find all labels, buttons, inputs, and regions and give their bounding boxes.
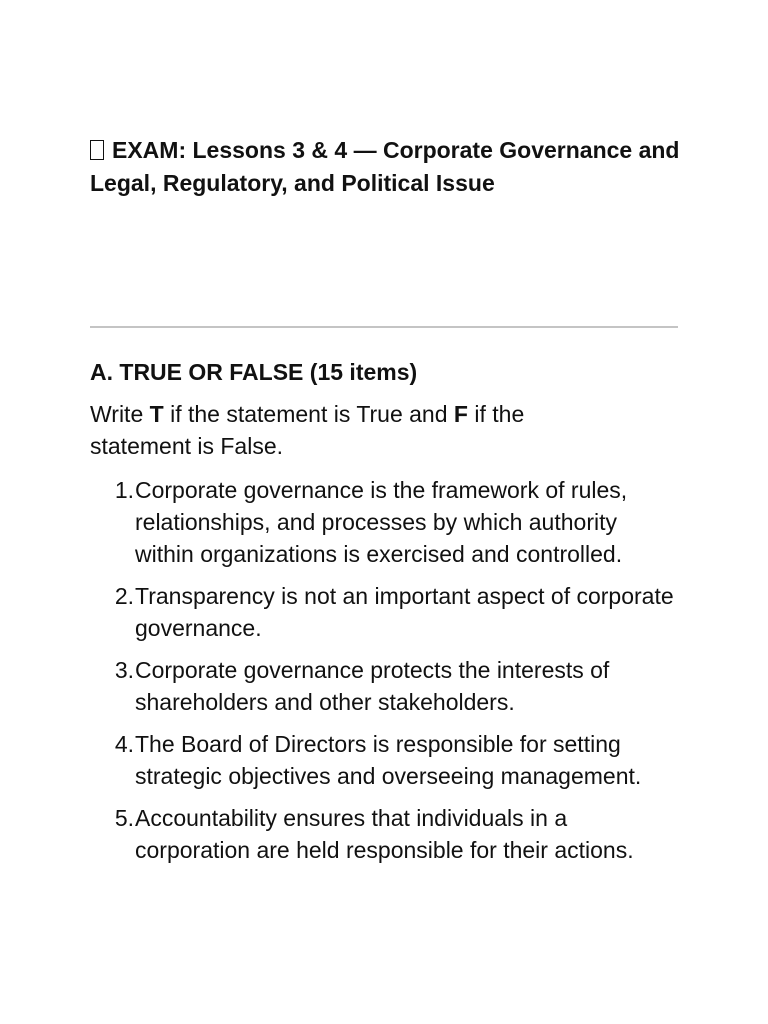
instruction-write: Write <box>90 401 150 427</box>
list-item <box>90 728 680 792</box>
item-statement: Corporate governance is the framework of rules, relationships, and processes by which authority within organizations is exercised and controlled. <box>135 477 628 567</box>
list-item <box>90 474 680 570</box>
document-icon <box>90 140 104 160</box>
list-item <box>90 580 680 644</box>
item-number: 1. <box>114 477 134 503</box>
instruction-true-letter: T <box>149 401 164 427</box>
item-number: 5. <box>114 805 134 831</box>
item-statement: Corporate governance protects the interests of shareholders and other stakeholders. <box>135 657 610 715</box>
item-number: 3. <box>114 657 134 683</box>
list-item <box>90 802 680 866</box>
item-statement: Transparency is not an important aspect of corporate governance. <box>135 583 674 641</box>
section-a-heading: A. TRUE OR FALSE (15 items) <box>90 359 418 385</box>
item-number: 2. <box>114 583 134 609</box>
instruction-end: if the statement is False. <box>90 401 525 459</box>
item-number: 4. <box>114 731 134 757</box>
list-item <box>90 654 680 718</box>
section-divider <box>90 326 678 328</box>
exam-title-text: EXAM: Lessons 3 & 4 — Corporate Governance and Legal, Regulatory, and Political Issue <box>90 137 680 196</box>
true-false-list <box>90 474 680 876</box>
exam-title <box>90 134 680 200</box>
item-statement: The Board of Directors is responsible for setting strategic objectives and overseeing management. <box>135 731 642 789</box>
instruction-middle: if the statement is True and <box>163 401 454 427</box>
section-a-instructions <box>90 398 610 462</box>
instruction-false-letter: F <box>453 401 468 427</box>
item-statement: Accountability ensures that individuals in a corporation are held responsible for their actions. <box>135 805 634 863</box>
